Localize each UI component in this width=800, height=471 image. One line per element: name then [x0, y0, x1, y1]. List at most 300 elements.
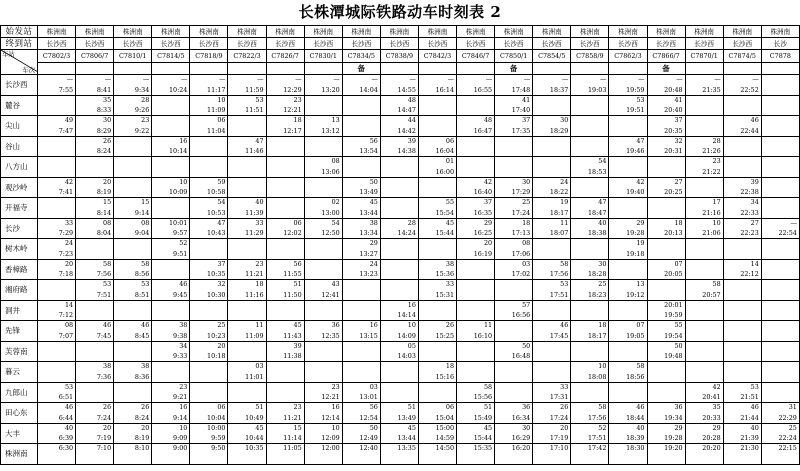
train-number: C7826/7	[266, 50, 304, 63]
time-cell	[304, 341, 342, 362]
arrival-time: 58	[636, 362, 645, 370]
time-cell	[342, 403, 380, 424]
arrival-time: 20	[560, 423, 569, 432]
arrival-time: 07	[636, 321, 645, 329]
departure-time: 13:12	[321, 126, 340, 135]
time-cell	[495, 198, 533, 219]
departure-time: 12:14	[321, 413, 340, 422]
arrival-time: 36	[331, 321, 340, 329]
arrival-time: 22:15	[778, 444, 797, 452]
arrival-time: 20	[103, 177, 112, 186]
time-cell	[609, 218, 647, 239]
arrival-time: 34	[750, 198, 759, 206]
train-number: C7878	[761, 50, 799, 63]
train-terminal: 长沙西	[418, 38, 456, 50]
time-cell	[190, 300, 228, 321]
departure-time: 14:09	[397, 331, 416, 340]
arrival-time: 10	[217, 95, 226, 104]
time-cell	[571, 136, 609, 157]
time-cell	[152, 218, 190, 239]
arrival-time: 58	[483, 382, 493, 391]
departure-time: 9:14	[134, 208, 150, 217]
train-note	[152, 63, 190, 75]
time-cell	[571, 75, 609, 96]
departure-time: 17:51	[587, 434, 607, 442]
departure-time: 13:49	[397, 413, 416, 422]
time-cell	[114, 218, 152, 239]
time-cell	[685, 75, 723, 96]
departure-time: 16:40	[473, 188, 493, 196]
time-cell	[152, 300, 190, 321]
time-cell	[723, 259, 761, 280]
departure-time: 12:35	[321, 331, 340, 340]
time-cell	[342, 280, 380, 301]
time-cell	[38, 198, 76, 219]
departure-time: 9:04	[134, 229, 150, 237]
arrival-time: 23	[293, 95, 302, 104]
time-cell	[228, 177, 266, 198]
arrival-time: —	[371, 75, 378, 83]
departure-time: 12:21	[283, 106, 302, 114]
time-cell	[761, 75, 799, 96]
time-cell	[266, 95, 304, 116]
time-cell	[418, 177, 456, 198]
time-cell	[685, 300, 723, 321]
time-cell	[685, 218, 723, 239]
time-cell	[342, 423, 380, 444]
departure-time: 14:14	[397, 311, 416, 319]
time-cell	[647, 300, 685, 321]
time-cell	[685, 116, 723, 137]
time-cell	[380, 239, 418, 260]
arrival-time: 10:35	[245, 444, 264, 452]
time-cell	[152, 444, 190, 465]
time-cell	[342, 116, 380, 137]
time-cell	[114, 198, 152, 219]
arrival-time: 19	[560, 198, 569, 206]
time-cell	[152, 95, 190, 116]
time-cell	[571, 321, 609, 342]
departure-time: 13:54	[359, 147, 378, 155]
arrival-time: 10	[331, 423, 340, 432]
train-origin: 株洲南	[418, 26, 456, 38]
time-cell	[380, 95, 418, 116]
arrival-time: 23	[293, 403, 302, 411]
departure-time: 18:23	[587, 290, 607, 299]
departure-time: 17:24	[549, 413, 569, 422]
departure-time: 18:39	[626, 434, 645, 442]
time-cell	[418, 362, 456, 383]
departure-time: 12:17	[283, 126, 302, 135]
departure-time: 11:21	[245, 270, 264, 278]
arrival-time: 58	[712, 280, 721, 288]
corner-station-label: 车站	[2, 50, 15, 58]
time-cell	[38, 177, 76, 198]
departure-time: 21:35	[702, 85, 721, 94]
arrival-time: 17:10	[549, 444, 569, 452]
arrival-time: 25	[598, 280, 607, 288]
time-cell	[609, 95, 647, 116]
arrival-time: 38	[103, 362, 112, 370]
arrival-time: 50	[369, 177, 378, 186]
arrival-time: 14	[750, 259, 759, 268]
train-number: C7822/3	[228, 50, 266, 63]
time-cell	[533, 444, 571, 465]
departure-time: 9:34	[134, 85, 150, 94]
departure-time: 21:26	[702, 147, 721, 155]
station-row	[1, 300, 800, 321]
time-cell	[76, 341, 114, 362]
arrival-time: 10	[712, 218, 721, 227]
time-cell	[76, 444, 114, 465]
arrival-time: 40	[750, 423, 759, 432]
departure-time: 22:29	[778, 413, 797, 422]
departure-time: 16:00	[435, 167, 455, 176]
station-name: 长沙	[1, 218, 38, 239]
departure-time: 16:14	[435, 85, 455, 94]
time-cell	[609, 300, 647, 321]
departure-time: 20:35	[664, 126, 683, 135]
arrival-time: 06	[445, 136, 455, 145]
station-name: 麓谷	[1, 95, 38, 116]
time-cell	[723, 403, 761, 424]
departure-time: 16:29	[511, 434, 531, 442]
arrival-time: 45	[369, 198, 378, 206]
time-cell	[380, 116, 418, 137]
arrival-time: 06	[445, 403, 455, 411]
time-cell	[190, 341, 228, 362]
terminal-label: 终到站	[1, 38, 38, 50]
time-cell	[723, 157, 761, 178]
time-cell	[685, 403, 723, 424]
time-cell	[152, 136, 190, 157]
arrival-time: 55	[674, 321, 683, 329]
time-cell	[571, 157, 609, 178]
time-cell	[723, 177, 761, 198]
time-cell	[114, 259, 152, 280]
time-cell	[723, 362, 761, 383]
departure-time: 12:09	[321, 434, 340, 442]
time-cell	[304, 95, 342, 116]
train-number: C7810/1	[114, 50, 152, 63]
departure-time: 13:06	[321, 167, 340, 176]
station-row	[1, 403, 800, 424]
time-cell	[685, 177, 723, 198]
time-cell	[647, 116, 685, 137]
time-cell	[647, 280, 685, 301]
arrival-time: 54	[598, 157, 607, 165]
arrival-time: 39	[293, 341, 302, 350]
arrival-time: 42	[64, 177, 74, 186]
time-cell	[571, 300, 609, 321]
train-note	[571, 63, 609, 75]
time-cell	[761, 280, 799, 301]
arrival-time: 08	[522, 239, 531, 247]
time-cell	[380, 341, 418, 362]
time-cell	[533, 362, 571, 383]
time-cell	[76, 157, 114, 178]
time-cell	[457, 136, 495, 157]
time-cell	[609, 75, 647, 96]
arrival-time: 47	[255, 136, 264, 145]
arrival-time: 56	[369, 403, 378, 411]
station-row	[1, 136, 800, 157]
train-origin: 株洲南	[152, 26, 190, 38]
station-row	[1, 177, 800, 198]
time-cell	[647, 239, 685, 260]
train-number-row	[1, 50, 800, 63]
arrival-time: 10	[179, 177, 188, 186]
arrival-time: 16	[179, 403, 188, 411]
train-terminal: 长沙	[761, 38, 799, 50]
time-cell	[304, 300, 342, 321]
departure-time: 22:54	[778, 229, 797, 237]
time-cell	[418, 403, 456, 424]
train-number: C7834/5	[342, 50, 380, 63]
departure-time: 11:55	[283, 270, 302, 278]
departure-time: 21:44	[740, 413, 759, 422]
arrival-time: 08	[331, 157, 340, 165]
train-note	[266, 63, 304, 75]
train-terminal: 长沙西	[190, 38, 228, 50]
time-cell	[228, 259, 266, 280]
arrival-time: 53	[750, 382, 759, 391]
time-cell	[457, 444, 495, 465]
time-cell	[190, 75, 228, 96]
arrival-time: 51	[483, 403, 493, 411]
time-cell	[304, 116, 342, 137]
train-origin: 株洲南	[190, 26, 228, 38]
arrival-time: 36	[522, 403, 531, 411]
time-cell	[418, 239, 456, 260]
arrival-time: —	[219, 75, 226, 83]
departure-time: 17:51	[549, 290, 569, 299]
arrival-time: 12:40	[359, 444, 378, 452]
time-cell	[342, 198, 380, 219]
time-cell	[533, 239, 571, 260]
arrival-time: 24	[369, 259, 378, 268]
time-cell	[533, 157, 571, 178]
arrival-time: 28	[407, 218, 416, 227]
station-name: 暮云	[1, 362, 38, 383]
train-terminal: 长沙西	[342, 38, 380, 50]
arrival-time: 56	[369, 136, 378, 145]
arrival-time: 19:20	[664, 444, 683, 452]
time-cell	[342, 177, 380, 198]
train-note	[418, 63, 456, 75]
train-number: C7858/9	[571, 50, 609, 63]
departure-time: 10:04	[207, 413, 226, 422]
departure-time: 18:17	[587, 331, 607, 340]
train-number: C7830/1	[304, 50, 342, 63]
time-cell	[342, 300, 380, 321]
departure-time: 9:09	[173, 434, 188, 442]
arrival-time: 20:20	[702, 444, 721, 452]
time-cell	[228, 95, 266, 116]
time-cell	[228, 423, 266, 444]
time-cell	[533, 300, 571, 321]
departure-time: 17:56	[587, 413, 607, 422]
arrival-time: 18	[522, 218, 531, 227]
departure-time: 8:56	[134, 270, 150, 278]
arrival-time: 58	[141, 259, 150, 268]
time-cell	[38, 218, 76, 239]
time-cell	[418, 321, 456, 342]
departure-time: 7:51	[96, 290, 112, 299]
arrival-time: 35	[103, 95, 112, 104]
time-cell	[342, 341, 380, 362]
departure-time: 7:24	[96, 413, 112, 422]
arrival-time: 34	[179, 341, 188, 350]
train-origin: 株洲南	[723, 26, 761, 38]
time-cell	[38, 136, 76, 157]
departure-time: 10:09	[168, 188, 188, 196]
departure-time: 20:25	[664, 188, 683, 196]
time-cell	[609, 198, 647, 219]
arrival-time: —	[257, 75, 264, 83]
train-number: C7874/5	[723, 50, 761, 63]
station-row	[1, 157, 800, 178]
time-cell	[380, 382, 418, 403]
time-cell	[495, 95, 533, 116]
time-cell	[190, 382, 228, 403]
arrival-time: 18	[293, 116, 302, 124]
time-cell	[228, 136, 266, 157]
departure-time: 17:13	[511, 229, 531, 237]
time-cell	[114, 403, 152, 424]
arrival-time: 41	[522, 95, 531, 104]
time-cell	[495, 423, 533, 444]
time-cell	[266, 362, 304, 383]
time-cell	[723, 198, 761, 219]
time-cell	[723, 321, 761, 342]
arrival-time: 48	[407, 95, 416, 104]
departure-time: 12:54	[359, 413, 378, 422]
time-cell	[76, 280, 114, 301]
departure-time: 13:20	[321, 85, 340, 94]
departure-time: 8:29	[96, 126, 112, 135]
departure-time: 10:35	[207, 270, 226, 278]
time-cell	[418, 218, 456, 239]
time-cell	[571, 341, 609, 362]
time-cell	[495, 403, 533, 424]
departure-time: 9:57	[173, 229, 188, 237]
time-cell	[723, 75, 761, 96]
departure-time: 11:29	[245, 229, 264, 237]
departure-time: 14:47	[397, 106, 416, 114]
arrival-time: 19	[636, 239, 645, 247]
time-cell	[190, 403, 228, 424]
note-row	[1, 63, 800, 75]
arrival-time: 27	[674, 177, 683, 186]
time-cell	[114, 341, 152, 362]
time-cell	[723, 116, 761, 137]
departure-time: 15:54	[435, 208, 455, 217]
station-row	[1, 95, 800, 116]
time-cell	[38, 300, 76, 321]
arrival-time: 13	[331, 116, 340, 124]
departure-time: 14:03	[397, 352, 416, 360]
arrival-time: —	[180, 75, 188, 83]
time-cell	[114, 239, 152, 260]
time-cell	[266, 321, 304, 342]
time-cell	[647, 75, 685, 96]
arrival-time: 29	[369, 239, 378, 247]
station-name: 开福寺	[1, 198, 38, 219]
time-cell	[761, 259, 799, 280]
departure-time: 16:35	[473, 208, 493, 217]
arrival-time: 52	[598, 423, 607, 432]
arrival-time: 11	[255, 321, 264, 329]
train-terminal: 长沙西	[114, 38, 152, 50]
time-cell	[647, 157, 685, 178]
time-cell	[685, 423, 723, 444]
arrival-time: 53	[636, 95, 645, 104]
arrival-time: 33	[64, 218, 74, 227]
arrival-time: 58	[598, 403, 607, 411]
time-cell	[647, 403, 685, 424]
departure-time: 7:47	[58, 126, 74, 135]
departure-time: 20:05	[664, 270, 683, 278]
time-cell	[342, 95, 380, 116]
time-cell	[304, 423, 342, 444]
time-cell	[38, 341, 76, 362]
station-row	[1, 362, 800, 383]
arrival-time: —	[295, 75, 302, 83]
departure-time: 7:56	[96, 270, 112, 278]
time-cell	[495, 382, 533, 403]
arrival-time: —	[409, 75, 416, 83]
arrival-time: 32	[217, 280, 226, 288]
departure-time: 19:05	[626, 331, 645, 340]
train-origin: 株洲南	[533, 26, 571, 38]
arrival-time: 45	[483, 423, 493, 432]
arrival-time: 38	[179, 321, 188, 329]
time-cell	[266, 259, 304, 280]
arrival-time: 47	[217, 218, 226, 227]
train-terminal: 长沙西	[38, 38, 76, 50]
departure-time: 7:29	[58, 229, 74, 237]
arrival-time: 11:05	[283, 444, 302, 452]
departure-time: 19:54	[664, 331, 683, 340]
arrival-time: 30	[598, 259, 607, 268]
train-origin: 株洲南	[609, 26, 647, 38]
arrival-time: 41	[674, 95, 683, 104]
time-cell	[647, 423, 685, 444]
departure-time: 7:07	[58, 331, 74, 340]
time-cell	[761, 157, 799, 178]
train-origin: 株洲南	[685, 26, 723, 38]
time-cell	[495, 157, 533, 178]
arrival-time: 47	[598, 198, 607, 206]
departure-time: 19:18	[626, 249, 645, 258]
time-cell	[228, 341, 266, 362]
time-cell	[38, 280, 76, 301]
arrival-time: 31	[788, 403, 797, 411]
time-cell	[152, 116, 190, 137]
station-row	[1, 382, 800, 403]
arrival-time: 45	[407, 423, 416, 432]
time-cell	[457, 382, 495, 403]
arrival-time: 26	[560, 403, 569, 411]
departure-time: 8:04	[96, 229, 112, 237]
time-cell	[304, 177, 342, 198]
time-cell	[380, 444, 418, 465]
time-cell	[342, 321, 380, 342]
time-cell	[228, 218, 266, 239]
arrival-time: 28	[141, 95, 150, 104]
arrival-time: 13:35	[397, 444, 416, 452]
